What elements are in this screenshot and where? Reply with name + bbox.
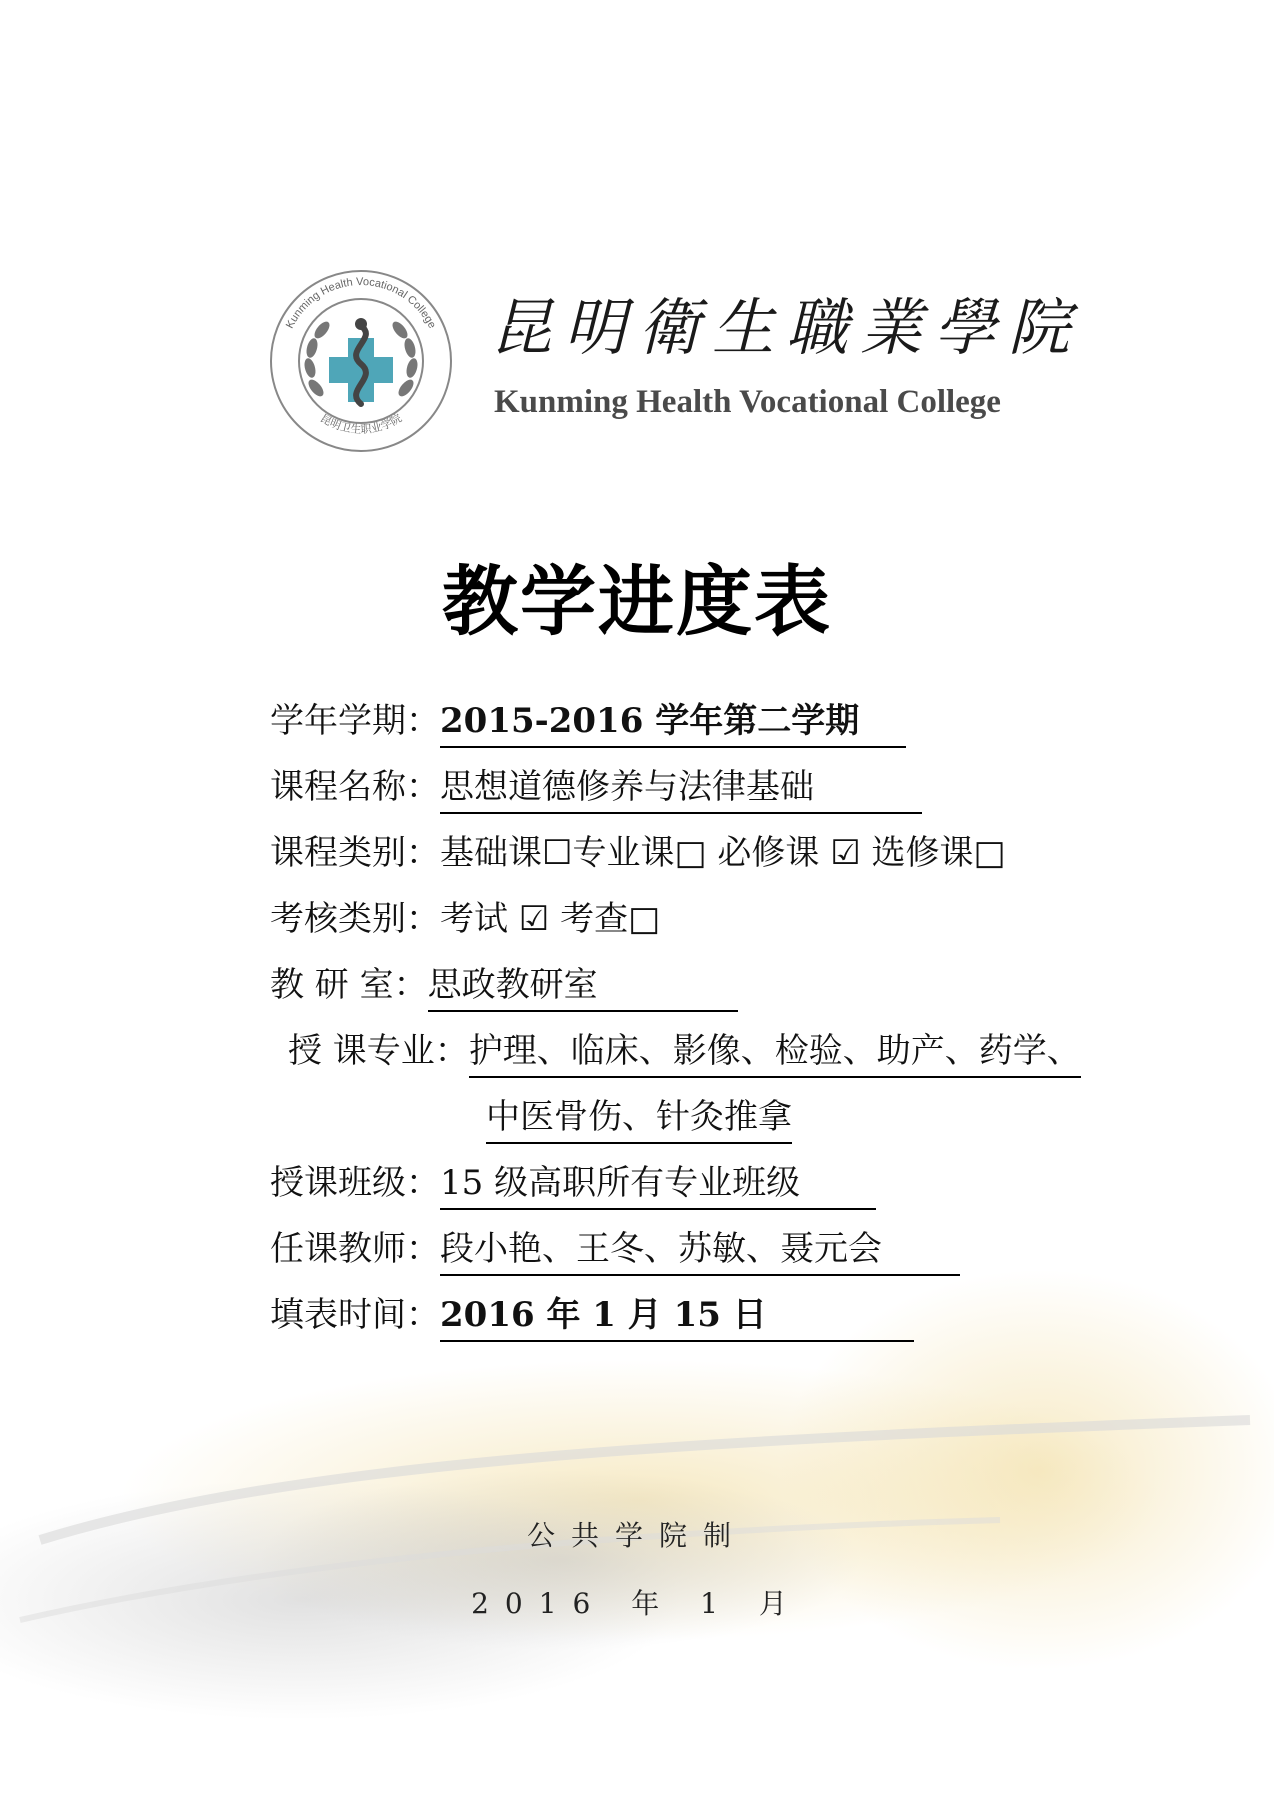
field-teachers [270,1226,960,1276]
logo-ring-text-cn: 昆明卫生职业学院 [318,411,404,437]
field-course-type-value: 基础课☐专业课□ 必修课 ☑ 选修课□ [440,833,1006,873]
field-course-type [270,830,1006,876]
field-exam-type [270,896,660,942]
field-fill-date [270,1292,914,1342]
footer-issuer: 公共学院制 [526,1519,747,1552]
field-exam-type-label: 考核类别： [270,899,440,939]
field-classes-value: 15 级高职所有专业班级 [440,1160,876,1210]
field-majors [288,1028,1081,1078]
field-fill-date-value: 2016 年 1 月 15 日 [440,1292,914,1342]
field-course-name-label: 课程名称： [270,767,440,807]
document-title: 教学进度表 [442,557,832,646]
logo-ring-text: Kunming Health Vocational College [283,275,439,331]
field-course-type-label: 课程类别： [270,833,440,873]
field-classes [270,1160,876,1210]
field-majors-value-line2: 中医骨伤、针灸推拿 [486,1094,792,1144]
college-name-english: Kunming Health Vocational College [494,384,1001,420]
field-majors-label: 授 课专业： [288,1031,469,1071]
field-office-label: 教 研 室： [270,965,428,1005]
field-term-label: 学年学期： [270,701,440,741]
field-teachers-label: 任课教师： [270,1229,440,1269]
field-office-value: 思政教研室 [428,962,738,1012]
field-term-value: 2015-2016 学年第二学期 [440,698,906,748]
field-majors-value-line1: 护理、临床、影像、检验、助产、药学、 [469,1028,1081,1078]
field-exam-type-value: 考试 ☑ 考查□ [440,899,661,939]
field-course-name-value: 思想道德修养与法律基础 [440,764,922,814]
field-term [270,698,906,748]
field-classes-label: 授课班级： [270,1163,440,1203]
college-emblem-logo [268,268,454,454]
college-name-calligraphy: 昆明衛生職業學院 [490,291,1083,364]
field-course-name [270,764,922,814]
field-majors-cont [486,1094,792,1144]
field-office [270,962,738,1012]
field-teachers-value: 段小艳、王冬、苏敏、聂元会 [440,1226,960,1276]
field-fill-date-label: 填表时间： [270,1295,440,1335]
footer-date: 2016 年 1 月 [471,1587,803,1620]
